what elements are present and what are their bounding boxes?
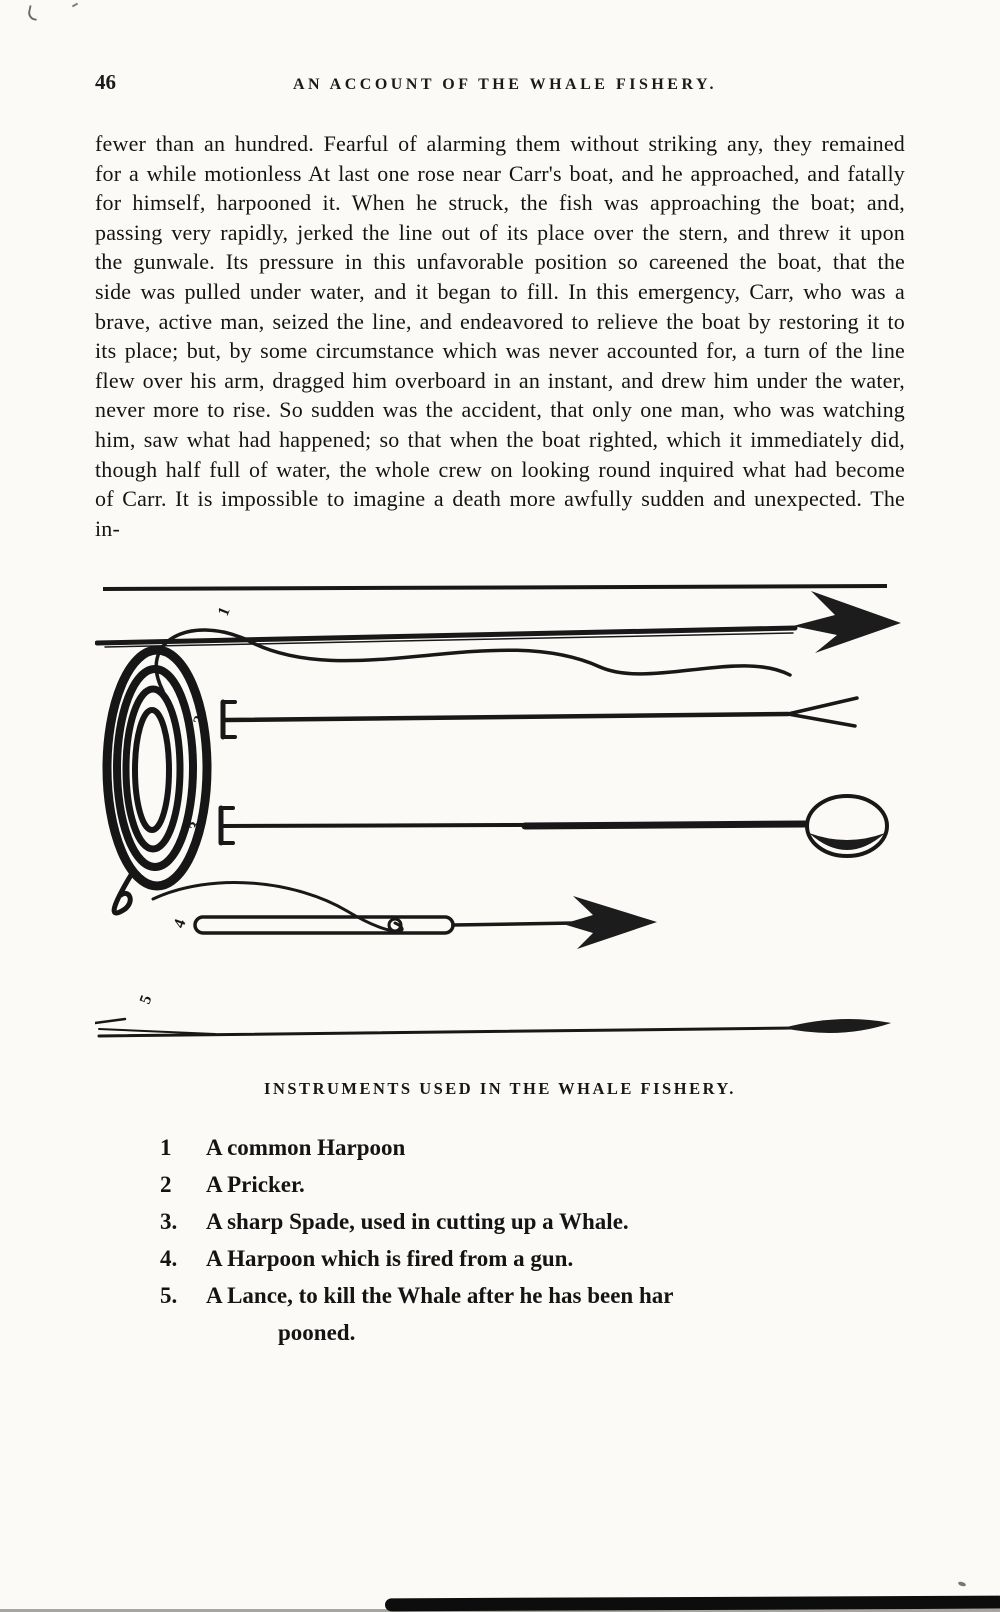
figure-label-2: 2 bbox=[190, 714, 209, 727]
legend-item bbox=[160, 1129, 905, 1166]
figure-caption: INSTRUMENTS USED IN THE WHALE FISHERY. bbox=[264, 1079, 736, 1099]
legend-item-number: 1 bbox=[160, 1135, 172, 1161]
scan-artifact-bottom-bar bbox=[385, 1596, 1000, 1612]
gun-harpoon-head bbox=[563, 896, 657, 949]
scan-artifact-mark bbox=[27, 5, 40, 21]
legend-item-number: 5. bbox=[160, 1283, 178, 1309]
scan-artifact-mark bbox=[72, 3, 78, 8]
running-title: AN ACCOUNT OF THE WHALE FISHERY. bbox=[292, 76, 718, 93]
legend-item-continuation: pooned. bbox=[278, 1320, 356, 1346]
page-number: 46 bbox=[95, 70, 116, 94]
legend-item bbox=[160, 1166, 905, 1203]
figure-label-1: 1 bbox=[214, 605, 234, 619]
legend-item bbox=[160, 1277, 905, 1314]
legend-item-text: A sharp Spade, used in cutting up a Whale. bbox=[206, 1209, 629, 1235]
legend-item bbox=[160, 1240, 905, 1277]
legend-item-number: 3. bbox=[160, 1209, 178, 1235]
figure-label-4: 4 bbox=[170, 917, 190, 931]
rope-coil bbox=[107, 650, 207, 913]
figure-legend bbox=[160, 1129, 905, 1351]
lance-tip bbox=[783, 1019, 891, 1033]
instruments-figure-block bbox=[95, 583, 905, 1099]
figure-top-rule bbox=[103, 586, 887, 589]
figure-label-5: 5 bbox=[136, 993, 156, 1007]
legend-item bbox=[160, 1203, 905, 1240]
legend-item-number: 2 bbox=[160, 1172, 172, 1198]
legend-item-text: A common Harpoon bbox=[206, 1135, 406, 1161]
legend-item-text: A Harpoon which is fired from a gun. bbox=[206, 1246, 574, 1272]
legend-item-number: 4. bbox=[160, 1246, 178, 1272]
legend-item-text: A Pricker. bbox=[206, 1172, 305, 1198]
legend-item-text: A Lance, to kill the Whale after he has been har bbox=[206, 1283, 674, 1309]
instruments-illustration bbox=[95, 583, 905, 1063]
scan-artifact-mark bbox=[958, 1581, 967, 1587]
body-paragraph: fewer than an hundred. Fearful of alarming them without striking any, they remained for a while motionless At last one rose near Carr's boat, and he approached, and fatally for himself, harpooned it. When he struck, the fish was approaching the boat; and, passing very rapidly, jerked the line out of its place over the stern, and threw it upon the gunwale. Its pressure in this unfavorable position so careened the boat, that the side was pulled under water, and it began to fill. In this emergency, Carr, who was a brave, active man, seized the line, and endeavored to relieve the boat by restoring it to its place; but, by some circumstance which was never accounted for, a turn of the line flew over his arm, dragged him overboard in an instant, and drew him under the water, never more to rise. So sudden was the accident, that only one man, who was watching him, saw what had happened; so that when the boat righted, which it immediately did, though half full of water, the whole crew on looking round inquired what had become of Carr. It is impossible to imagine a death more awfully sudden and unexpected. The in- bbox=[95, 131, 905, 541]
harpoon-head bbox=[793, 591, 901, 653]
figure-label-3: 3 bbox=[186, 820, 205, 833]
lance-illustration bbox=[95, 1019, 795, 1036]
pricker-illustration bbox=[223, 698, 857, 737]
running-head bbox=[0, 70, 1000, 95]
spade-illustration bbox=[221, 796, 887, 856]
harpoon-illustration bbox=[97, 628, 795, 691]
gun-harpoon-illustration bbox=[153, 883, 575, 934]
